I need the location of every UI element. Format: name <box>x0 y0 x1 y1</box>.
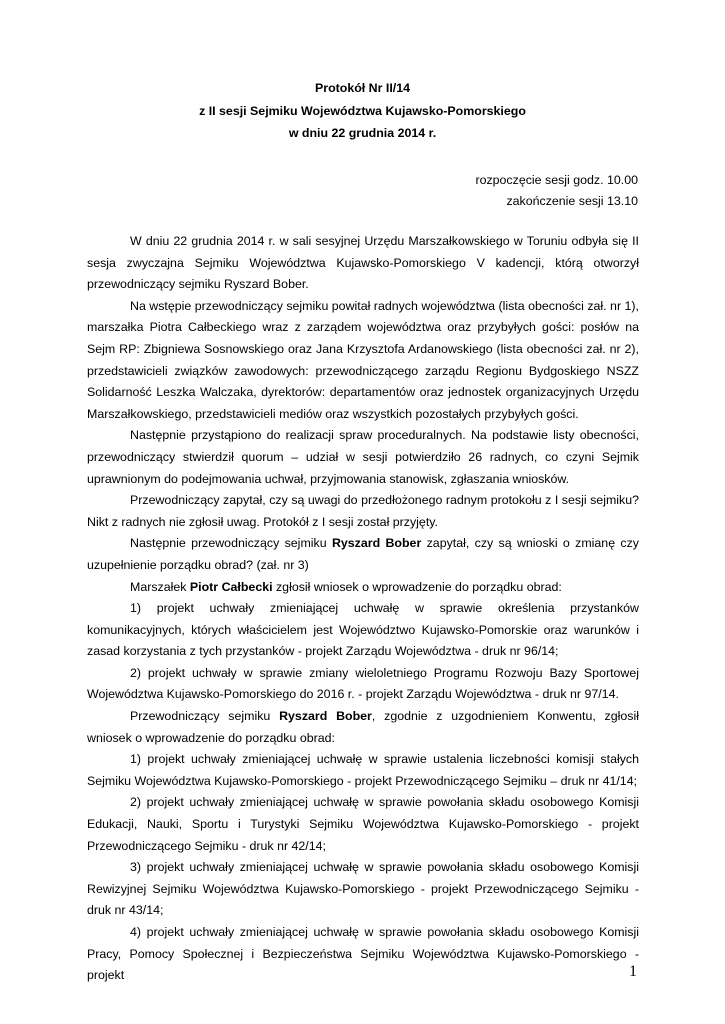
document-title: Protokół Nr II/14 <box>314 81 411 95</box>
paragraph-opening: W dniu 22 grudnia 2014 r. w sali sesyjnej Urzędu Marszałkowskiego w Toruniu odbyła się II sesja zwyczajna Sejmiku Województwa Kujawsko-Pomorskiego V kadencji, którą otworzył przewodniczący sejmiku Ryszard Bober. <box>87 234 639 292</box>
paragraph-welcome: Na wstępie przewodniczący sejmiku powitał radnych województwa (lista obecności zał. nr 1), marszałka Piotra Całbeckiego wraz z zarządem województwa oraz przybyłych gości: posłów na Sejm RP: Zbigniewa Sosnowskiego oraz Jana Krzysztofa Ardanowskiego (lista obecności zał. nr 2), przedstawicieli związków zawodowych: przewodniczącego zarządu Regionu Bydgoskiego NSZZ Solidarność Leszka Walczaka, dyrektorów: departamentów oraz jednostek organizacyjnych Urzędu Marszałkowskiego, przedstawicieli mediów oraz wszystkich pozostałych przybyłych gości. <box>87 298 639 421</box>
paragraph-procedural: Następnie przystąpiono do realizacji spraw proceduralnych. Na podstawie listy obecności, przewodniczący stwierdził quorum – udział w sesji potwierdziło 26 radnych, co czyni Sejmik uprawnionym do podejmowania uchwał, przyjmowania stanowisk, zgłaszania wniosków. <box>87 428 639 486</box>
list-item: 1) projekt uchwały zmieniającej uchwałę w sprawie określenia przystanków komunikacyjnych, których właścicielem jest Województwo Kujawsko-Pomorskie oraz warunków i zasad korzystania z tych przystanków - projekt Zarządu Województwa - druk nr 96/14; <box>87 601 639 659</box>
document-body <box>87 231 639 987</box>
page-number: 1 <box>629 963 637 980</box>
paragraph-marshal-motion: Marszałek Piotr Całbecki zgłosił wniosek o wprowadzenie do porządku obrad: <box>130 579 562 594</box>
list-item: 3) projekt uchwały zmieniającej uchwałę w sprawie powołania składu osobowego Komisji Rewizyjnej Sejmiku Województwa Kujawsko-Pomorskiego - projekt Przewodniczącego Sejmiku - druk nr 43/14; <box>87 860 639 918</box>
marshal-name: Piotr Całbecki <box>189 579 273 594</box>
paragraph-agenda-question: Następnie przewodniczący sejmiku Ryszard Bober zapytał, czy są wnioski o zmianę czy uzupełnienie porządku obrad? (zał. nr 3) <box>87 536 639 572</box>
chairman-name: Ryszard Bober <box>331 536 422 551</box>
list-item: 2) projekt uchwały zmieniającej uchwałę w sprawie powołania składu osobowego Komisji Edukacji, Nauki, Sportu i Turystyki Sejmiku Województwa Kujawsko-Pomorskiego - projekt Przewodniczącego Sejmiku - druk nr 42/14; <box>87 795 639 853</box>
paragraph-previous-protocol: Przewodniczący zapytał, czy są uwagi do przedłożonego radnym protokołu z I sesji sejmiku? Nikt z radnych nie zgłosił uwag. Protokół z I sesji został przyjęty. <box>87 493 639 529</box>
list-item: 2) projekt uchwały w sprawie zmiany wieloletniego Programu Rozwoju Bazy Sportowej Województwa Kujawsko-Pomorskiego do 2016 r. - projekt Zarządu Województwa - druk nr 97/14. <box>87 665 639 702</box>
session-end-time: zakończenie sesji 13.10 <box>506 194 638 208</box>
document-subtitle: z II sesji Sejmiku Województwa Kujawsko-Pomorskiego <box>199 104 526 118</box>
list-item: 1) projekt uchwały zmieniającej uchwałę w sprawie ustalenia liczebności komisji stałych Sejmiku Województwa Kujawsko-Pomorskiego - projekt Przewodniczącego Sejmiku – druk nr 41/14; <box>87 752 639 788</box>
paragraph-chairman-motion: Przewodniczący sejmiku Ryszard Bober, zgodnie z uzgodnieniem Konwentu, zgłosił wniosek o wprowadzenie do porządku obrad: <box>87 709 639 745</box>
session-start-time: rozpoczęcie sesji godz. 10.00 <box>475 173 638 187</box>
document-date: w dniu 22 grudnia 2014 r. <box>288 126 437 140</box>
list-item: 4) projekt uchwały zmieniającej uchwałę w sprawie powołania składu osobowego Komisji Pracy, Pomocy Społecznej i Bezpieczeństwa Sejmiku Województwa Kujawsko-Pomorskiego - projekt <box>87 925 639 983</box>
chairman-name: Ryszard Bober <box>279 709 372 724</box>
